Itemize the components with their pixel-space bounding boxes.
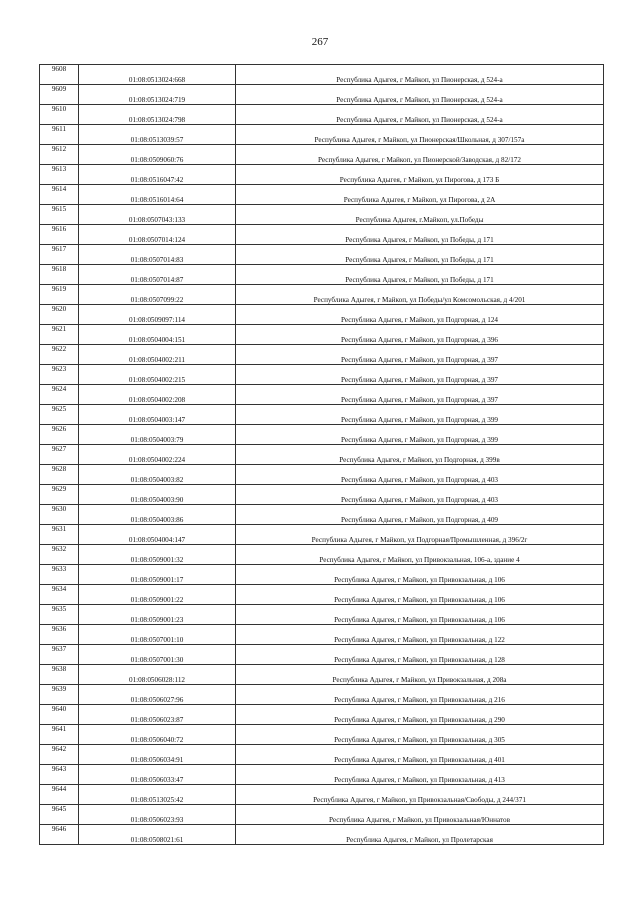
cadastral-number-cell: 01:08:0509097:114 xyxy=(79,305,236,325)
table-row xyxy=(40,545,604,565)
address-cell: Республика Адыгея, г Майкоп, ул Пионерская/Школьная, д 307/157а xyxy=(236,125,604,145)
table-row xyxy=(40,645,604,665)
table-row xyxy=(40,205,604,225)
address-cell: Республика Адыгея, г Майкоп, ул Привокзальная, д 413 xyxy=(236,765,604,785)
address-cell: Республика Адыгея, г Майкоп, ул Привокзальная, д 216 xyxy=(236,685,604,705)
cadastral-number-cell: 01:08:0509001:17 xyxy=(79,565,236,585)
cadastral-number-cell: 01:08:0506027:96 xyxy=(79,685,236,705)
address-cell: Республика Адыгея, г Майкоп, ул Пионерская, д 524-а xyxy=(236,85,604,105)
cadastral-number-cell: 01:08:0504003:90 xyxy=(79,485,236,505)
row-number-cell: 9641 xyxy=(40,725,79,745)
address-cell: Республика Адыгея, г Майкоп, ул Подгорная, д 397 xyxy=(236,345,604,365)
row-number-cell: 9625 xyxy=(40,405,79,425)
table-row xyxy=(40,325,604,345)
address-cell: Республика Адыгея, г Майкоп, ул Привокзальная, д 106 xyxy=(236,605,604,625)
row-number-cell: 9638 xyxy=(40,665,79,685)
cadastral-number-cell: 01:08:0513024:798 xyxy=(79,105,236,125)
address-cell: Республика Адыгея, г Майкоп, ул Подгорная, д 397 xyxy=(236,385,604,405)
cadastral-number-cell: 01:08:0513025:42 xyxy=(79,785,236,805)
table-row xyxy=(40,285,604,305)
table-row xyxy=(40,385,604,405)
cadastral-number-cell: 01:08:0509001:22 xyxy=(79,585,236,605)
table-row xyxy=(40,525,604,545)
row-number-cell: 9645 xyxy=(40,805,79,825)
row-number-cell: 9635 xyxy=(40,605,79,625)
row-number-cell: 9610 xyxy=(40,105,79,125)
address-cell: Республика Адыгея, г Майкоп, ул Победы, д 171 xyxy=(236,265,604,285)
address-cell: Республика Адыгея, г Майкоп, ул Привокзальная/Юннатов xyxy=(236,805,604,825)
cadastral-number-cell: 01:08:0513024:719 xyxy=(79,85,236,105)
cadastral-number-cell: 01:08:0506034:91 xyxy=(79,745,236,765)
table-row xyxy=(40,585,604,605)
table-row xyxy=(40,345,604,365)
address-cell: Республика Адыгея, г Майкоп, ул Пирогова, д 173 Б xyxy=(236,165,604,185)
row-number-cell: 9613 xyxy=(40,165,79,185)
table-row xyxy=(40,145,604,165)
row-number-cell: 9631 xyxy=(40,525,79,545)
row-number-cell: 9620 xyxy=(40,305,79,325)
cadastral-number-cell: 01:08:0507014:83 xyxy=(79,245,236,265)
address-cell: Республика Адыгея, г Майкоп, ул Пирогова, д 2А xyxy=(236,185,604,205)
cadastral-number-cell: 01:08:0516047:42 xyxy=(79,165,236,185)
row-number-cell: 9644 xyxy=(40,785,79,805)
table-row xyxy=(40,225,604,245)
table-row xyxy=(40,365,604,385)
address-cell: Республика Адыгея, г Майкоп, ул Привокзальная, д 106 xyxy=(236,585,604,605)
row-number-cell: 9630 xyxy=(40,505,79,525)
address-cell: Республика Адыгея, г Майкоп, ул Подгорная, д 403 xyxy=(236,485,604,505)
address-cell: Республика Адыгея, г Майкоп, ул Подгорная, д 396 xyxy=(236,325,604,345)
address-cell: Республика Адыгея, г Майкоп, ул Победы, д 171 xyxy=(236,245,604,265)
table-row xyxy=(40,625,604,645)
address-cell: Республика Адыгея, г Майкоп, ул Подгорная/Промышленная, д 396/2г xyxy=(236,525,604,545)
cadastral-number-cell: 01:08:0507014:87 xyxy=(79,265,236,285)
address-cell: Республика Адыгея, г Майкоп, ул Привокзальная, д 106 xyxy=(236,565,604,585)
cadastral-number-cell: 01:08:0507001:10 xyxy=(79,625,236,645)
row-number-cell: 9628 xyxy=(40,465,79,485)
address-cell: Республика Адыгея, г Майкоп, ул Пионерской/Заводская, д 82/172 xyxy=(236,145,604,165)
address-cell: Республика Адыгея, г Майкоп, ул Привокзальная, д 305 xyxy=(236,725,604,745)
table-row xyxy=(40,65,604,85)
row-number-cell: 9627 xyxy=(40,445,79,465)
address-cell: Республика Адыгея, г.Майкоп, ул.Победы xyxy=(236,205,604,225)
address-cell: Республика Адыгея, г Майкоп, ул Привокзальная, д 208а xyxy=(236,665,604,685)
cadastral-number-cell: 01:08:0507014:124 xyxy=(79,225,236,245)
row-number-cell: 9636 xyxy=(40,625,79,645)
row-number-cell: 9618 xyxy=(40,265,79,285)
cadastral-number-cell: 01:08:0513024:668 xyxy=(79,65,236,85)
row-number-cell: 9609 xyxy=(40,85,79,105)
row-number-cell: 9632 xyxy=(40,545,79,565)
row-number-cell: 9633 xyxy=(40,565,79,585)
address-cell: Республика Адыгея, г Майкоп, ул Подгорная, д 409 xyxy=(236,505,604,525)
address-cell: Республика Адыгея, г Майкоп, ул Победы/ул Комсомольская, д 4/201 xyxy=(236,285,604,305)
cadastral-number-cell: 01:08:0504002:224 xyxy=(79,445,236,465)
row-number-cell: 9623 xyxy=(40,365,79,385)
table-row xyxy=(40,465,604,485)
cadastral-number-cell: 01:08:0504004:147 xyxy=(79,525,236,545)
table-row xyxy=(40,665,604,685)
registry-table xyxy=(39,64,604,845)
table-row xyxy=(40,565,604,585)
row-number-cell: 9634 xyxy=(40,585,79,605)
row-number-cell: 9611 xyxy=(40,125,79,145)
table-row xyxy=(40,825,604,845)
address-cell: Республика Адыгея, г Майкоп, ул Пионерская, д 524-а xyxy=(236,65,604,85)
cadastral-number-cell: 01:08:0509060:76 xyxy=(79,145,236,165)
row-number-cell: 9637 xyxy=(40,645,79,665)
cadastral-number-cell: 01:08:0504004:151 xyxy=(79,325,236,345)
row-number-cell: 9615 xyxy=(40,205,79,225)
table-row xyxy=(40,105,604,125)
row-number-cell: 9640 xyxy=(40,705,79,725)
table-row xyxy=(40,445,604,465)
table-row xyxy=(40,485,604,505)
row-number-cell: 9616 xyxy=(40,225,79,245)
cadastral-number-cell: 01:08:0509001:32 xyxy=(79,545,236,565)
table-row xyxy=(40,85,604,105)
row-number-cell: 9624 xyxy=(40,385,79,405)
table-row xyxy=(40,305,604,325)
table-row xyxy=(40,265,604,285)
row-number-cell: 9619 xyxy=(40,285,79,305)
cadastral-number-cell: 01:08:0509001:23 xyxy=(79,605,236,625)
address-cell: Республика Адыгея, г Майкоп, ул Подгорная, д 399 xyxy=(236,425,604,445)
table-row xyxy=(40,745,604,765)
table-row xyxy=(40,685,604,705)
cadastral-number-cell: 01:08:0504003:79 xyxy=(79,425,236,445)
cadastral-number-cell: 01:08:0508021:61 xyxy=(79,825,236,845)
address-cell: Республика Адыгея, г Майкоп, ул Привокзальная, д 290 xyxy=(236,705,604,725)
cadastral-number-cell: 01:08:0506023:87 xyxy=(79,705,236,725)
address-cell: Республика Адыгея, г Майкоп, ул Привокзальная, д 122 xyxy=(236,625,604,645)
cadastral-number-cell: 01:08:0506028:112 xyxy=(79,665,236,685)
cadastral-number-cell: 01:08:0504002:211 xyxy=(79,345,236,365)
table-row xyxy=(40,805,604,825)
cadastral-number-cell: 01:08:0504003:147 xyxy=(79,405,236,425)
table-row xyxy=(40,785,604,805)
row-number-cell: 9621 xyxy=(40,325,79,345)
row-number-cell: 9622 xyxy=(40,345,79,365)
cadastral-number-cell: 01:08:0504002:208 xyxy=(79,385,236,405)
row-number-cell: 9608 xyxy=(40,65,79,85)
registry-table-body xyxy=(40,65,604,845)
table-row xyxy=(40,425,604,445)
table-row xyxy=(40,505,604,525)
row-number-cell: 9642 xyxy=(40,745,79,765)
table-row xyxy=(40,705,604,725)
table-row xyxy=(40,165,604,185)
table-row xyxy=(40,605,604,625)
address-cell: Республика Адыгея, г Майкоп, ул Подгорная, д 399в xyxy=(236,445,604,465)
page-number: 267 xyxy=(311,36,329,48)
address-cell: Республика Адыгея, г Майкоп, ул Привокзальная/Свободы, д 244/371 xyxy=(236,785,604,805)
cadastral-number-cell: 01:08:0507001:30 xyxy=(79,645,236,665)
row-number-cell: 9617 xyxy=(40,245,79,265)
address-cell: Республика Адыгея, г Майкоп, ул Подгорная, д 403 xyxy=(236,465,604,485)
row-number-cell: 9646 xyxy=(40,825,79,845)
address-cell: Республика Адыгея, г Майкоп, ул Привокзальная, д 401 xyxy=(236,745,604,765)
address-cell: Республика Адыгея, г Майкоп, ул Победы, д 171 xyxy=(236,225,604,245)
address-cell: Республика Адыгея, г Майкоп, ул Подгорная, д 397 xyxy=(236,365,604,385)
row-number-cell: 9639 xyxy=(40,685,79,705)
cadastral-number-cell: 01:08:0504002:215 xyxy=(79,365,236,385)
table-row xyxy=(40,405,604,425)
cadastral-number-cell: 01:08:0506040:72 xyxy=(79,725,236,745)
address-cell: Республика Адыгея, г Майкоп, ул Пионерская, д 524-а xyxy=(236,105,604,125)
row-number-cell: 9643 xyxy=(40,765,79,785)
row-number-cell: 9626 xyxy=(40,425,79,445)
cadastral-number-cell: 01:08:0516014:64 xyxy=(79,185,236,205)
address-cell: Республика Адыгея, г Майкоп, ул Привокзальная, 106-а, здание 4 xyxy=(236,545,604,565)
row-number-cell: 9612 xyxy=(40,145,79,165)
table-row xyxy=(40,245,604,265)
cadastral-number-cell: 01:08:0507043:133 xyxy=(79,205,236,225)
cadastral-number-cell: 01:08:0506023:93 xyxy=(79,805,236,825)
address-cell: Республика Адыгея, г Майкоп, ул Пролетарская xyxy=(236,825,604,845)
cadastral-number-cell: 01:08:0504003:86 xyxy=(79,505,236,525)
table-row xyxy=(40,725,604,745)
cadastral-number-cell: 01:08:0513039:57 xyxy=(79,125,236,145)
cadastral-number-cell: 01:08:0506033:47 xyxy=(79,765,236,785)
table-row xyxy=(40,765,604,785)
address-cell: Республика Адыгея, г Майкоп, ул Подгорная, д 124 xyxy=(236,305,604,325)
row-number-cell: 9614 xyxy=(40,185,79,205)
cadastral-number-cell: 01:08:0504003:82 xyxy=(79,465,236,485)
address-cell: Республика Адыгея, г Майкоп, ул Подгорная, д 399 xyxy=(236,405,604,425)
address-cell: Республика Адыгея, г Майкоп, ул Привокзальная, д 128 xyxy=(236,645,604,665)
table-row xyxy=(40,185,604,205)
table-row xyxy=(40,125,604,145)
cadastral-number-cell: 01:08:0507099:22 xyxy=(79,285,236,305)
row-number-cell: 9629 xyxy=(40,485,79,505)
